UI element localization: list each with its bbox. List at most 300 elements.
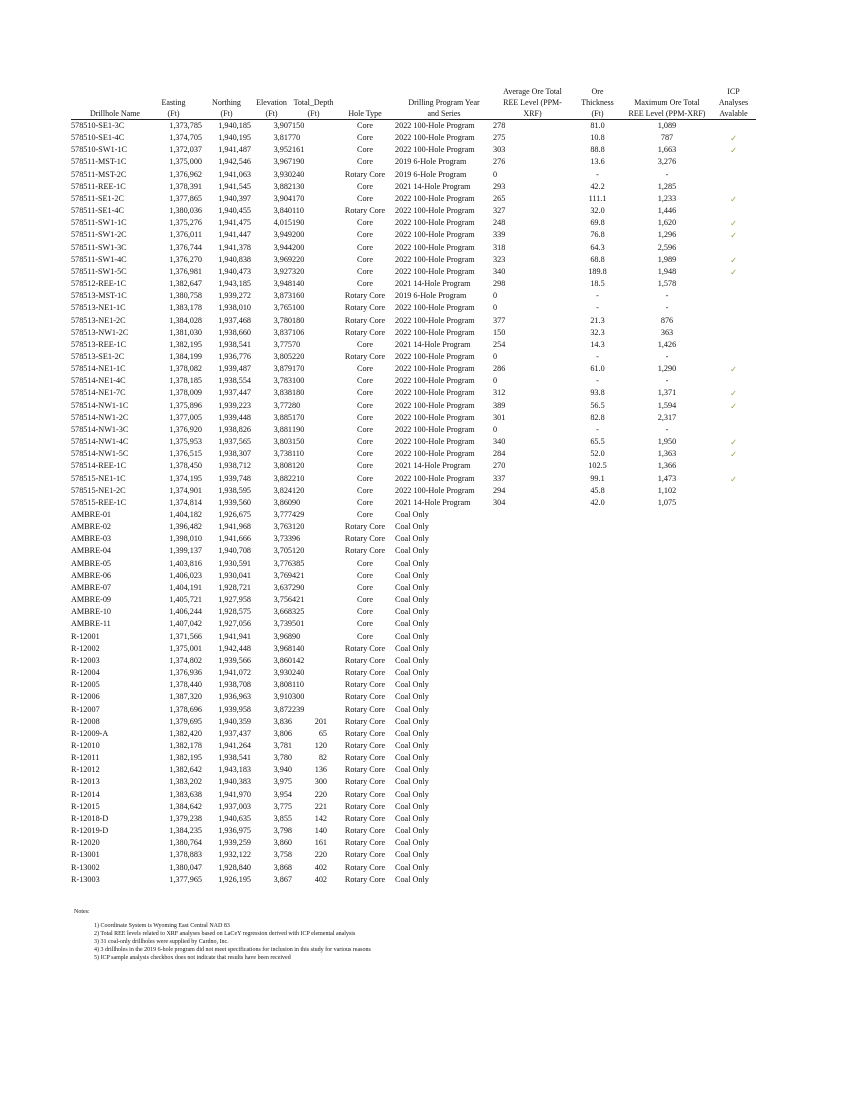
cell-northing: 1,940,635 xyxy=(218,813,251,823)
cell-average-ree: 303 xyxy=(493,145,506,155)
cell-northing: 1,943,185 xyxy=(218,279,251,289)
cell-ore-thickness: 42.0 xyxy=(590,497,605,507)
cell-elevation: 3,769 xyxy=(273,570,292,580)
cell-easting: 1,396,482 xyxy=(169,522,202,532)
cell-drillhole-name: R-12018-D xyxy=(71,813,109,823)
cell-maximum-ree: 1,663 xyxy=(657,145,677,155)
cell-drilling-program: 2019 6-Hole Program xyxy=(395,291,467,301)
cell-drillhole-name: 578511-SW1-1C xyxy=(71,218,127,228)
cell-hole-type: Core xyxy=(357,364,373,374)
cell-maximum-ree xyxy=(623,582,711,594)
cell-maximum-ree xyxy=(623,752,711,764)
cell-hole-type: Core xyxy=(357,558,373,568)
cell-drilling-program: 2022 100-Hole Program xyxy=(395,437,475,447)
cell-average-ree xyxy=(493,618,572,630)
cell-elevation: 4,015 xyxy=(273,218,292,228)
cell-maximum-ree xyxy=(623,667,711,679)
checkmark-icon xyxy=(711,339,756,351)
cell-ore-thickness xyxy=(572,813,623,825)
cell-hole-type: Core xyxy=(357,412,373,422)
note-item: 4) 3 drillholes in the 2019 6-hole program did not meet specifications for inclusion in this study for various reasons xyxy=(94,947,371,954)
table-row xyxy=(71,691,756,703)
cell-drilling-program: 2022 100-Hole Program xyxy=(395,449,475,459)
cell-total-depth: 65 xyxy=(318,728,327,738)
cell-ore-thickness xyxy=(572,643,623,655)
note-item: 5) ICP sample analysis checkbox does not indicate that results have been received xyxy=(94,955,291,962)
cell-ore-thickness: - xyxy=(596,424,599,434)
header-drilling-program xyxy=(395,86,493,120)
cell-hole-type: Rotary Core xyxy=(344,668,386,678)
header-line: (Ft) xyxy=(307,109,320,118)
cell-northing: 1,936,975 xyxy=(218,826,251,836)
cell-easting: 1,374,814 xyxy=(169,497,202,507)
cell-ore-thickness: - xyxy=(596,376,599,386)
cell-average-ree: 275 xyxy=(493,133,506,143)
cell-total-depth: 120 xyxy=(292,461,305,471)
cell-ore-thickness: 76.8 xyxy=(590,230,605,240)
cell-average-ree: 265 xyxy=(493,193,506,203)
checkmark-icon: ✓ xyxy=(730,145,737,156)
cell-maximum-ree: 1,285 xyxy=(657,181,677,191)
cell-easting: 1,380,047 xyxy=(169,862,202,872)
checkmark-icon xyxy=(711,606,756,618)
cell-easting: 1,384,642 xyxy=(169,801,202,811)
table-row xyxy=(71,266,756,278)
cell-easting: 1,378,185 xyxy=(169,376,202,386)
cell-total-depth: 190 xyxy=(292,218,305,228)
cell-average-ree xyxy=(493,789,572,801)
cell-drilling-program: 2022 100-Hole Program xyxy=(395,400,475,410)
cell-elevation: 3,637 xyxy=(273,582,292,592)
cell-total-depth: 120 xyxy=(292,546,305,556)
cell-hole-type: Core xyxy=(357,157,373,167)
cell-hole-type: Rotary Core xyxy=(344,546,386,556)
cell-elevation: 3,910 xyxy=(273,692,292,702)
checkmark-icon xyxy=(711,667,756,679)
cell-northing: 1,941,970 xyxy=(218,789,251,799)
cell-easting: 1,377,965 xyxy=(169,874,202,884)
cell-total-depth: 421 xyxy=(292,595,305,605)
cell-drillhole-name: R-12009-A xyxy=(71,728,109,738)
cell-hole-type: Core xyxy=(357,400,373,410)
table-row xyxy=(71,558,756,570)
cell-easting: 1,406,244 xyxy=(169,607,202,617)
cell-northing: 1,928,721 xyxy=(218,582,251,592)
cell-drillhole-name: R-13003 xyxy=(71,874,100,884)
cell-elevation: 3,968 xyxy=(273,631,292,641)
cell-hole-type: Core xyxy=(357,473,373,483)
cell-easting: 1,380,764 xyxy=(169,838,202,848)
header-line: Ore xyxy=(591,87,604,96)
cell-ore-thickness: 69.8 xyxy=(590,218,605,228)
table-row xyxy=(71,205,756,217)
cell-elevation: 3,803 xyxy=(273,437,292,447)
cell-elevation: 3,805 xyxy=(273,351,292,361)
cell-total-depth: 90 xyxy=(292,631,301,641)
cell-drillhole-name: AMBRE-11 xyxy=(71,619,111,629)
cell-average-ree: 318 xyxy=(493,242,506,252)
cell-drilling-program: Coal Only xyxy=(395,728,429,738)
cell-drillhole-name: 578511-REE-1C xyxy=(71,181,126,191)
cell-maximum-ree xyxy=(623,776,711,788)
cell-hole-type: Core xyxy=(357,570,373,580)
notes-section xyxy=(74,908,371,963)
cell-northing: 1,927,056 xyxy=(218,619,251,629)
cell-easting: 1,379,695 xyxy=(169,716,202,726)
cell-ore-thickness xyxy=(572,667,623,679)
cell-maximum-ree xyxy=(623,570,711,582)
cell-total-depth: 150 xyxy=(292,437,305,447)
cell-average-ree: 0 xyxy=(493,169,498,179)
cell-hole-type: Rotary Core xyxy=(344,655,386,665)
cell-elevation: 3,772 xyxy=(273,400,292,410)
cell-ore-thickness xyxy=(572,594,623,606)
cell-ore-thickness: 68.8 xyxy=(590,254,605,264)
cell-hole-type: Core xyxy=(357,133,373,143)
cell-easting: 1,378,696 xyxy=(169,704,202,714)
checkmark-icon xyxy=(711,801,756,813)
cell-maximum-ree xyxy=(623,558,711,570)
cell-drillhole-name: 578514-NE1-7C xyxy=(71,388,126,398)
cell-northing: 1,941,063 xyxy=(218,169,251,179)
cell-maximum-ree xyxy=(623,655,711,667)
checkmark-icon xyxy=(711,460,756,472)
cell-drilling-program: 2022 100-Hole Program xyxy=(395,303,475,313)
cell-average-ree xyxy=(493,509,572,521)
cell-total-depth: 160 xyxy=(292,291,305,301)
cell-ore-thickness: 111.1 xyxy=(588,193,607,203)
cell-maximum-ree: 1,089 xyxy=(657,121,677,130)
checkmark-icon xyxy=(711,545,756,557)
cell-ore-thickness xyxy=(572,558,623,570)
cell-elevation: 3,738 xyxy=(273,449,292,459)
cell-total-depth: 161 xyxy=(314,838,327,848)
cell-average-ree xyxy=(493,570,572,582)
cell-drilling-program: 2022 100-Hole Program xyxy=(395,412,475,422)
cell-easting: 1,384,235 xyxy=(169,826,202,836)
cell-ore-thickness xyxy=(572,570,623,582)
cell-drilling-program: Coal Only xyxy=(395,680,429,690)
header-elevation xyxy=(251,86,292,120)
table-row xyxy=(71,752,756,764)
cell-average-ree: 389 xyxy=(493,400,506,410)
cell-northing: 1,941,072 xyxy=(218,668,251,678)
cell-easting: 1,376,920 xyxy=(169,424,202,434)
table-row xyxy=(71,363,756,375)
table-row xyxy=(71,776,756,788)
cell-hole-type: Core xyxy=(357,607,373,617)
cell-drillhole-name: AMBRE-07 xyxy=(71,582,112,592)
cell-average-ree: 286 xyxy=(493,364,506,374)
checkmark-icon: ✓ xyxy=(730,266,737,277)
cell-total-depth: 142 xyxy=(314,813,327,823)
cell-drilling-program: Coal Only xyxy=(395,619,429,629)
cell-hole-type: Rotary Core xyxy=(344,206,386,216)
checkmark-icon xyxy=(711,631,756,643)
cell-total-depth: 385 xyxy=(292,558,305,568)
checkmark-icon xyxy=(711,825,756,837)
cell-total-depth: 201 xyxy=(314,716,327,726)
cell-easting: 1,404,191 xyxy=(169,582,202,592)
cell-drilling-program: Coal Only xyxy=(395,716,429,726)
cell-northing: 1,930,591 xyxy=(218,558,251,568)
table-row xyxy=(71,302,756,314)
cell-maximum-ree xyxy=(623,789,711,801)
cell-elevation: 3,948 xyxy=(273,279,292,289)
cell-hole-type: Rotary Core xyxy=(344,862,386,872)
cell-total-depth: 106 xyxy=(292,327,305,337)
note-item: 2) Total REE levels related to XRF analyses based on LaCeY regression derived with ICP elemental analysis xyxy=(94,931,356,938)
cell-maximum-ree xyxy=(623,862,711,874)
cell-northing: 1,937,468 xyxy=(218,315,251,325)
cell-drilling-program: 2019 6-Hole Program xyxy=(395,169,467,179)
cell-average-ree: 377 xyxy=(493,315,506,325)
cell-maximum-ree xyxy=(623,849,711,861)
cell-hole-type: Rotary Core xyxy=(344,169,386,179)
cell-ore-thickness xyxy=(572,874,623,886)
cell-hole-type: Core xyxy=(357,339,373,349)
cell-ore-thickness xyxy=(572,789,623,801)
cell-total-depth: 150 xyxy=(292,121,305,130)
table-row xyxy=(71,618,756,630)
cell-drilling-program: 2019 6-Hole Program xyxy=(395,157,467,167)
cell-average-ree: 339 xyxy=(493,230,506,240)
checkmark-icon xyxy=(711,813,756,825)
cell-total-depth: 221 xyxy=(314,801,327,811)
cell-ore-thickness: 64.3 xyxy=(590,242,605,252)
table-row xyxy=(71,400,756,412)
cell-hole-type: Rotary Core xyxy=(344,753,386,763)
cell-easting: 1,378,883 xyxy=(169,850,202,860)
cell-ore-thickness xyxy=(572,849,623,861)
cell-easting: 1,376,011 xyxy=(169,230,202,240)
cell-easting: 1,376,744 xyxy=(169,242,202,252)
cell-drilling-program: Coal Only xyxy=(395,765,429,775)
cell-northing: 1,939,560 xyxy=(218,497,251,507)
table-row xyxy=(71,387,756,399)
table-row xyxy=(71,521,756,533)
cell-easting: 1,404,182 xyxy=(169,510,202,519)
cell-drilling-program: 2022 100-Hole Program xyxy=(395,376,475,386)
cell-hole-type: Core xyxy=(357,619,373,629)
cell-elevation: 3,885 xyxy=(273,412,292,422)
cell-average-ree: 284 xyxy=(493,449,506,459)
cell-drillhole-name: 578511-SW1-2C xyxy=(71,230,127,240)
header-line: and Series xyxy=(427,109,461,118)
cell-total-depth: 120 xyxy=(292,522,305,532)
cell-hole-type: Rotary Core xyxy=(344,534,386,544)
cell-elevation: 3,758 xyxy=(273,850,292,860)
cell-drillhole-name: 578515-NE1-2C xyxy=(71,485,126,495)
cell-average-ree xyxy=(493,825,572,837)
cell-total-depth: 190 xyxy=(292,157,305,167)
header-line: Drilling Program Year xyxy=(408,98,480,107)
cell-hole-type: Core xyxy=(357,254,373,264)
cell-ore-thickness xyxy=(572,728,623,740)
table-row xyxy=(71,862,756,874)
cell-drillhole-name: 578513-NW1-2C xyxy=(71,327,129,337)
cell-elevation: 3,836 xyxy=(273,716,292,726)
cell-elevation: 3,927 xyxy=(273,266,292,276)
cell-northing: 1,938,712 xyxy=(218,461,251,471)
cell-easting: 1,378,082 xyxy=(169,364,202,374)
cell-easting: 1,379,238 xyxy=(169,813,202,823)
cell-ore-thickness xyxy=(572,764,623,776)
cell-drilling-program: Coal Only xyxy=(395,789,429,799)
cell-drilling-program: 2022 100-Hole Program xyxy=(395,473,475,483)
cell-easting: 1,375,000 xyxy=(169,157,202,167)
cell-hole-type: Core xyxy=(357,497,373,507)
header-line: Thickness xyxy=(581,98,614,107)
table-row xyxy=(71,801,756,813)
cell-drillhole-name: R-12012 xyxy=(71,765,100,775)
cell-maximum-ree: 1,426 xyxy=(657,339,677,349)
cell-easting: 1,374,901 xyxy=(169,485,202,495)
cell-drillhole-name: R-12013 xyxy=(71,777,100,787)
cell-maximum-ree: 1,950 xyxy=(657,437,677,447)
cell-northing: 1,938,307 xyxy=(218,449,251,459)
cell-elevation: 3,838 xyxy=(273,388,292,398)
cell-drilling-program: Coal Only xyxy=(395,607,429,617)
cell-total-depth: 130 xyxy=(292,181,305,191)
cell-northing: 1,928,575 xyxy=(218,607,251,617)
cell-northing: 1,926,675 xyxy=(218,510,251,519)
cell-maximum-ree xyxy=(623,521,711,533)
checkmark-icon xyxy=(711,424,756,436)
table-row xyxy=(71,375,756,387)
cell-drillhole-name: AMBRE-10 xyxy=(71,607,112,617)
cell-drillhole-name: AMBRE-04 xyxy=(71,546,112,556)
cell-drillhole-name: R-12008 xyxy=(71,716,100,726)
cell-ore-thickness xyxy=(572,509,623,521)
cell-ore-thickness xyxy=(572,606,623,618)
cell-drilling-program: Coal Only xyxy=(395,510,429,519)
cell-drillhole-name: 578514-NE1-4C xyxy=(71,376,126,386)
cell-drillhole-name: 578514-NE1-1C xyxy=(71,364,126,374)
cell-drilling-program: 2022 100-Hole Program xyxy=(395,351,475,361)
cell-northing: 1,940,195 xyxy=(218,133,251,143)
cell-ore-thickness: 99.1 xyxy=(590,473,605,483)
cell-hole-type: Rotary Core xyxy=(344,728,386,738)
cell-elevation: 3,776 xyxy=(273,558,292,568)
checkmark-icon: ✓ xyxy=(730,218,737,229)
checkmark-icon xyxy=(711,327,756,339)
cell-total-depth: 290 xyxy=(292,582,305,592)
cell-drilling-program: Coal Only xyxy=(395,826,429,836)
cell-drilling-program: Coal Only xyxy=(395,582,429,592)
cell-total-depth: 402 xyxy=(314,874,327,884)
cell-easting: 1,382,420 xyxy=(169,728,202,738)
cell-drillhole-name: 578510-SE1-3C xyxy=(71,121,125,130)
cell-hole-type: Rotary Core xyxy=(344,850,386,860)
checkmark-icon xyxy=(711,570,756,582)
cell-easting: 1,376,936 xyxy=(169,668,202,678)
cell-drilling-program: 2022 100-Hole Program xyxy=(395,230,475,240)
cell-ore-thickness: 18.5 xyxy=(590,279,605,289)
cell-maximum-ree xyxy=(623,618,711,630)
cell-easting: 1,398,010 xyxy=(169,534,202,544)
cell-hole-type: Core xyxy=(357,181,373,191)
checkmark-icon xyxy=(711,789,756,801)
cell-drilling-program: Coal Only xyxy=(395,874,429,884)
cell-total-depth: 82 xyxy=(318,753,327,763)
cell-hole-type: Rotary Core xyxy=(344,826,386,836)
cell-drillhole-name: R-12005 xyxy=(71,680,100,690)
cell-total-depth: 325 xyxy=(292,607,305,617)
cell-elevation: 3,975 xyxy=(273,777,292,787)
cell-ore-thickness: 88.8 xyxy=(590,145,605,155)
cell-elevation: 3,775 xyxy=(273,339,292,349)
cell-ore-thickness: 32.3 xyxy=(590,327,605,337)
cell-easting: 1,377,005 xyxy=(169,412,202,422)
cell-total-depth: 402 xyxy=(314,862,327,872)
cell-drillhole-name: 578511-SW1-5C xyxy=(71,266,127,276)
cell-elevation: 3,860 xyxy=(273,497,292,507)
cell-drilling-program: 2022 100-Hole Program xyxy=(395,121,475,130)
cell-drilling-program: Coal Only xyxy=(395,704,429,714)
cell-hole-type: Rotary Core xyxy=(344,838,386,848)
cell-total-depth: 110 xyxy=(292,449,304,459)
cell-hole-type: Core xyxy=(357,376,373,386)
cell-drillhole-name: 578515-REE-1C xyxy=(71,497,127,507)
checkmark-icon xyxy=(711,740,756,752)
cell-ore-thickness xyxy=(572,837,623,849)
cell-elevation: 3,881 xyxy=(273,424,292,434)
cell-easting: 1,375,953 xyxy=(169,437,202,447)
cell-hole-type: Core xyxy=(357,242,373,252)
cell-elevation: 3,940 xyxy=(273,765,292,775)
cell-drillhole-name: R-12003 xyxy=(71,655,100,665)
cell-maximum-ree xyxy=(623,740,711,752)
cell-average-ree: 323 xyxy=(493,254,506,264)
cell-ore-thickness: 21.3 xyxy=(590,315,605,325)
cell-elevation: 3,868 xyxy=(273,862,292,872)
cell-drilling-program: 2022 100-Hole Program xyxy=(395,218,475,228)
cell-maximum-ree xyxy=(623,704,711,716)
cell-easting: 1,382,647 xyxy=(169,279,202,289)
header-line: Average Ore Total xyxy=(503,87,562,96)
cell-total-depth: 90 xyxy=(292,497,301,507)
cell-drilling-program: Coal Only xyxy=(395,801,429,811)
header-line: Hole Type xyxy=(348,109,382,118)
cell-total-depth: 200 xyxy=(292,242,305,252)
checkmark-icon xyxy=(711,618,756,630)
cell-northing: 1,939,448 xyxy=(218,412,251,422)
table-row xyxy=(71,667,756,679)
cell-easting: 1,405,721 xyxy=(169,595,202,605)
cell-elevation: 3,765 xyxy=(273,303,292,313)
cell-northing: 1,942,448 xyxy=(218,643,251,653)
cell-drillhole-name: 578513-NE1-1C xyxy=(71,303,126,313)
cell-ore-thickness xyxy=(572,618,623,630)
cell-easting: 1,406,023 xyxy=(169,570,202,580)
cell-average-ree xyxy=(493,728,572,740)
cell-drillhole-name: 578515-NE1-1C xyxy=(71,473,126,483)
cell-easting: 1,387,320 xyxy=(169,692,202,702)
cell-easting: 1,381,030 xyxy=(169,327,202,337)
cell-average-ree xyxy=(493,582,572,594)
table-row xyxy=(71,254,756,266)
cell-hole-type: Rotary Core xyxy=(344,315,386,325)
table-row xyxy=(71,813,756,825)
cell-drilling-program: Coal Only xyxy=(395,546,429,556)
table-row xyxy=(71,424,756,436)
cell-elevation: 3,930 xyxy=(273,668,292,678)
cell-average-ree: 0 xyxy=(493,351,498,361)
cell-elevation: 3,780 xyxy=(273,315,292,325)
cell-drillhole-name: 578512-REE-1C xyxy=(71,279,127,289)
cell-ore-thickness: 52.0 xyxy=(590,449,605,459)
